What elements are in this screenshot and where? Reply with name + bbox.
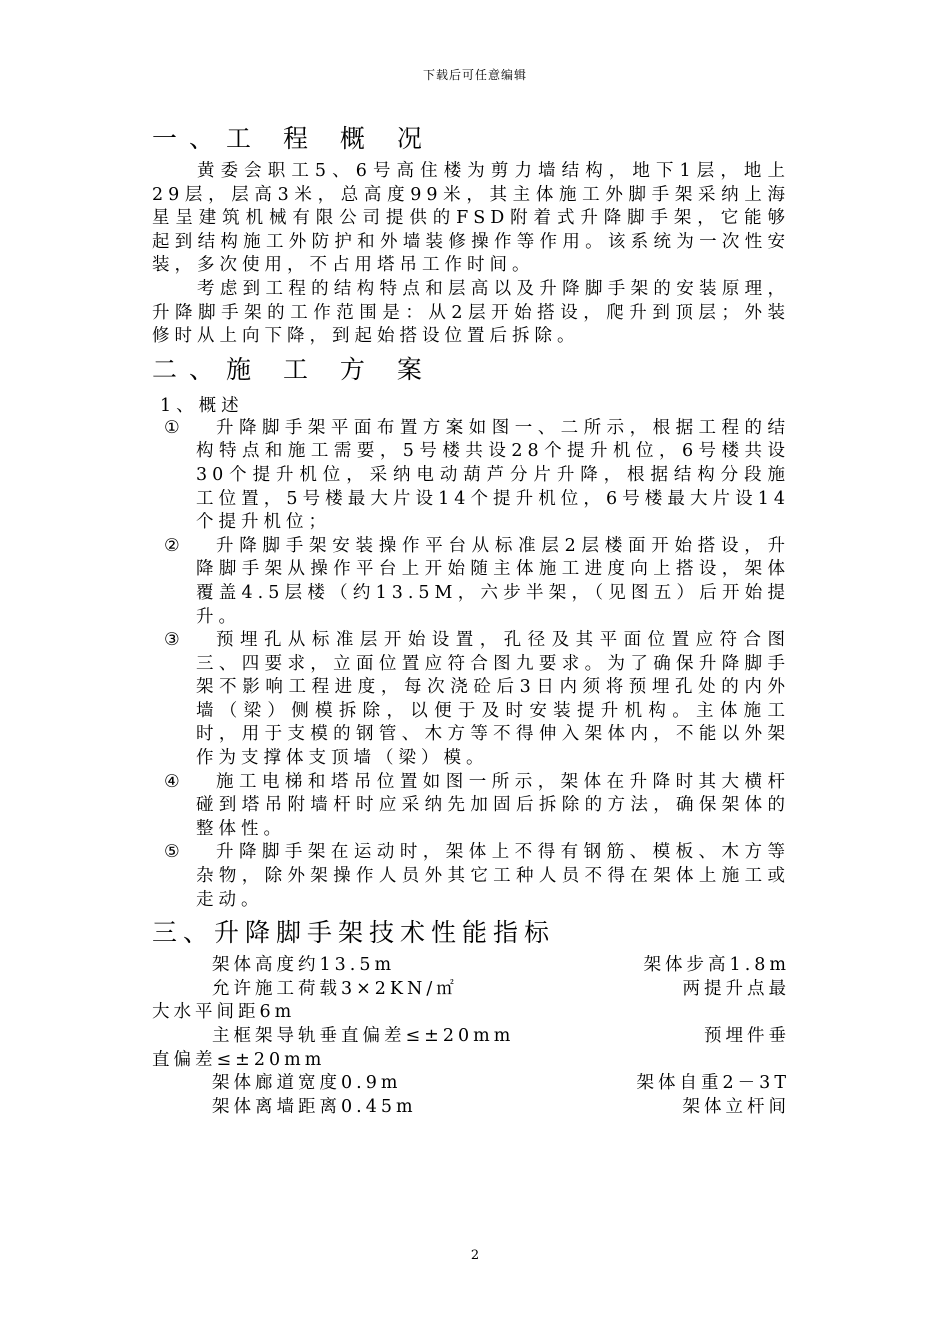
item-number: ④ bbox=[164, 771, 180, 792]
item-number: ③ bbox=[164, 630, 180, 651]
spec-step-height: 架体步高1.8m bbox=[643, 955, 790, 976]
section-title-overview: 一、工 程 概 况 bbox=[152, 124, 434, 153]
spec-self-weight: 架体自重2－3T bbox=[636, 1073, 790, 1094]
overview-paragraph-2: 考虑到工程的结构特点和层高以及升降脚手架的安装原理，升降脚手架的工作范围是：从2层开始搭设，爬升到顶层；外装修时从上向下降，到起始搭设位置后拆除。 bbox=[152, 278, 790, 347]
spec-row-3 bbox=[152, 1025, 790, 1049]
spec-wall-distance: 架体离墙距离0.45m bbox=[212, 1096, 417, 1117]
plan-item-5 bbox=[152, 841, 790, 912]
plan-item-1 bbox=[152, 417, 790, 535]
item-text: 升降脚手架安装操作平台从标准层2层楼面开始搭设，升降脚手架从操作平台上开始随主体施工进度向上搭设，架体覆盖4.5层楼（约13.5M，六步半架，（见图五）后开始提升。 bbox=[196, 535, 790, 627]
page-header: 下载后可任意编辑 bbox=[422, 68, 527, 82]
spec-frame-height: 架体高度约13.5m bbox=[212, 955, 396, 976]
document-body bbox=[152, 118, 790, 1119]
plan-item-4 bbox=[152, 771, 790, 842]
item-text: 升降脚手架在运动时，架体上不得有钢筋、模板、木方等杂物，除外架操作人员外其它工种人员不得在架体上施工或走动。 bbox=[196, 842, 790, 910]
spec-lift-point-spacing: 两提升点最 bbox=[682, 978, 790, 999]
spec-allowed-load: 允许施工荷载3×2KN/㎡ bbox=[212, 978, 458, 999]
item-text: 升降脚手架平面布置方案如图一、二所示，根据工程的结构特点和施工需要，5号楼共设28个提升机位，6号楼共设30个提升机位，采纳电动葫芦分片升降，根据结构分段施工位置，5号楼最大片设14个提升机位，6号楼最大片设14个提升机位； bbox=[196, 417, 790, 533]
spec-row-4 bbox=[152, 1072, 790, 1096]
subsection-title-summary: 1、概述 bbox=[160, 395, 244, 416]
item-number: ② bbox=[164, 535, 180, 556]
spec-embedded-part: 预埋件垂 bbox=[704, 1026, 790, 1046]
item-number: ① bbox=[164, 417, 180, 438]
item-text: 施工电梯和塔吊位置如图一所示，架体在升降时其大横杆碰到塔吊附墙杆时应采纳先加固后拆除的方法，确保架体的整体性。 bbox=[196, 771, 790, 839]
overview-paragraph-1: 黄委会职工5、6号高住楼为剪力墙结构，地下1层，地上29层，层高3米，总高度99米，其主体施工外脚手架采纳上海星呈建筑机械有限公司提供的FSD附着式升降脚手架，它能够起到结构施工外防护和外墙装修操作等作用。该系统为一次性安装，多次使用，不占用塔吊工作时间。 bbox=[152, 161, 790, 276]
plan-item-3 bbox=[152, 629, 790, 771]
spec-row-2 bbox=[152, 978, 790, 1002]
spec-embedded-part-cont: 直偏差≤±20mm bbox=[152, 1049, 326, 1070]
plan-item-2 bbox=[152, 535, 790, 629]
spec-pole-spacing: 架体立杆间 bbox=[682, 1096, 790, 1117]
item-number: ⑤ bbox=[164, 842, 180, 863]
spec-row-1 bbox=[152, 954, 790, 978]
spec-row-5 bbox=[152, 1096, 790, 1120]
section-title-construction-plan: 二、施 工 方 案 bbox=[152, 354, 434, 384]
item-text: 预埋孔从标准层开始设置，孔径及其平面位置应符合图三、四要求，立面位置应符合图九要求。为了确保升降脚手架不影响工程进度，每次浇砼后3日内须将预埋孔处的内外墙（梁）侧模拆除，以便于及时安装提升机构。主体施工时，用于支模的钢管、木方等不得伸入架体内，不能以外架作为支撑体支顶墙（梁）模。 bbox=[196, 630, 790, 769]
page-number: 2 bbox=[470, 1248, 480, 1263]
spec-corridor-width: 架体廊道宽度0.9m bbox=[212, 1073, 402, 1094]
spec-lift-point-spacing-cont: 大水平间距6m bbox=[152, 1002, 296, 1023]
spec-rail-deviation: 主框架导轨垂直偏差≤±20mm bbox=[212, 1026, 515, 1046]
section-title-performance-indicators: 三、升降脚手架技术性能指标 bbox=[152, 918, 556, 948]
